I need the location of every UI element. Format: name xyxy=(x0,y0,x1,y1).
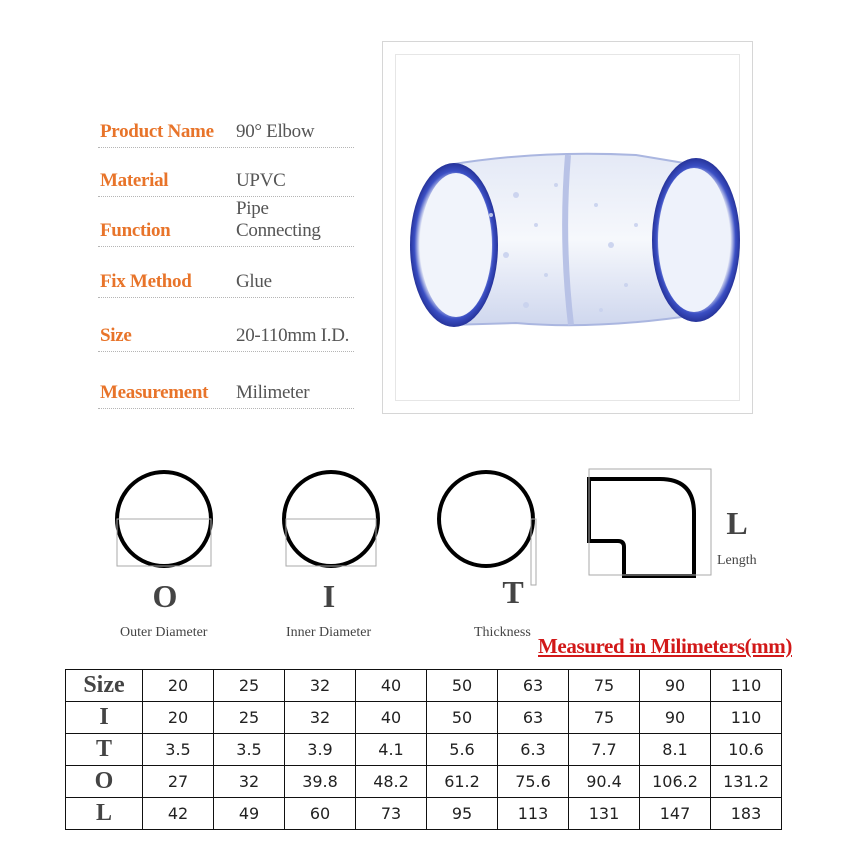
table-cell: 110 xyxy=(711,670,782,702)
table-row xyxy=(66,766,782,798)
table-cell: 20 xyxy=(143,702,214,734)
spec-value: Pipe Connecting xyxy=(236,198,321,241)
table-cell: 90 xyxy=(640,670,711,702)
table-cell: 106.2 xyxy=(640,766,711,798)
table-cell: 32 xyxy=(285,670,356,702)
row-header: L xyxy=(66,798,143,830)
inner-diameter-diagram xyxy=(284,472,378,566)
spec-value: UPVC xyxy=(236,170,286,191)
outer-diameter-letter: O xyxy=(152,578,178,614)
length-letter: L xyxy=(726,505,748,541)
row-header: O xyxy=(66,766,143,798)
table-cell: 40 xyxy=(356,702,427,734)
spec-value: Milimeter xyxy=(236,382,310,403)
table-cell: 5.6 xyxy=(427,734,498,766)
table-cell: 110 xyxy=(711,702,782,734)
spec-value: Glue xyxy=(236,271,272,292)
table-cell: 113 xyxy=(498,798,569,830)
length-diagram xyxy=(589,469,711,576)
table-cell: 147 xyxy=(640,798,711,830)
thickness-caption: Thickness xyxy=(474,625,531,640)
spec-label: Function xyxy=(100,220,171,241)
table-cell: 61.2 xyxy=(427,766,498,798)
table-cell: 63 xyxy=(498,670,569,702)
table-cell: 48.2 xyxy=(356,766,427,798)
table-cell: 90.4 xyxy=(569,766,640,798)
table-cell: 3.5 xyxy=(143,734,214,766)
table-cell: 39.8 xyxy=(285,766,356,798)
row-header: I xyxy=(66,702,143,734)
table-cell: 75 xyxy=(569,670,640,702)
outer-diameter-caption: Outer Diameter xyxy=(120,625,208,640)
dimensions-table xyxy=(65,669,782,830)
table-cell: 25 xyxy=(214,670,285,702)
table-cell: 131 xyxy=(569,798,640,830)
table-cell: 63 xyxy=(498,702,569,734)
thickness-letter: T xyxy=(502,574,524,610)
spec-value: 20-110mm I.D. xyxy=(236,325,350,346)
table-row xyxy=(66,670,782,702)
table-cell: 40 xyxy=(356,670,427,702)
spec-label: Material xyxy=(100,170,169,191)
table-cell: 7.7 xyxy=(569,734,640,766)
table-cell: 50 xyxy=(427,702,498,734)
table-row xyxy=(66,702,782,734)
table-cell: 95 xyxy=(427,798,498,830)
table-cell: 50 xyxy=(427,670,498,702)
table-row xyxy=(66,798,782,830)
table-row xyxy=(66,734,782,766)
table-cell: 75.6 xyxy=(498,766,569,798)
table-cell: 20 xyxy=(143,670,214,702)
table-cell: 10.6 xyxy=(711,734,782,766)
table-cell: 75 xyxy=(569,702,640,734)
table-cell: 3.5 xyxy=(214,734,285,766)
inner-diameter-letter: I xyxy=(322,578,336,614)
table-cell: 32 xyxy=(285,702,356,734)
table-cell: 90 xyxy=(640,702,711,734)
spec-label: Measurement xyxy=(100,382,209,403)
row-header: Size xyxy=(66,670,143,702)
table-cell: 32 xyxy=(214,766,285,798)
thickness-diagram xyxy=(439,472,536,585)
table-cell: 4.1 xyxy=(356,734,427,766)
table-cell: 42 xyxy=(143,798,214,830)
table-cell: 25 xyxy=(214,702,285,734)
table-cell: 6.3 xyxy=(498,734,569,766)
table-cell: 49 xyxy=(214,798,285,830)
spec-label: Size xyxy=(100,325,132,346)
table-cell: 60 xyxy=(285,798,356,830)
spec-value: 90° Elbow xyxy=(236,121,315,142)
measured-title: Measured in Milimeters(mm) xyxy=(538,634,792,658)
spec-label: Fix Method xyxy=(100,271,192,292)
table-cell: 73 xyxy=(356,798,427,830)
length-caption: Length xyxy=(717,553,757,568)
table-cell: 8.1 xyxy=(640,734,711,766)
table-cell: 131.2 xyxy=(711,766,782,798)
row-header: T xyxy=(66,734,143,766)
table-cell: 3.9 xyxy=(285,734,356,766)
table-cell: 27 xyxy=(143,766,214,798)
inner-diameter-caption: Inner Diameter xyxy=(286,625,372,640)
spec-label: Product Name xyxy=(100,121,214,142)
outer-diameter-diagram xyxy=(117,472,211,566)
table-cell: 183 xyxy=(711,798,782,830)
